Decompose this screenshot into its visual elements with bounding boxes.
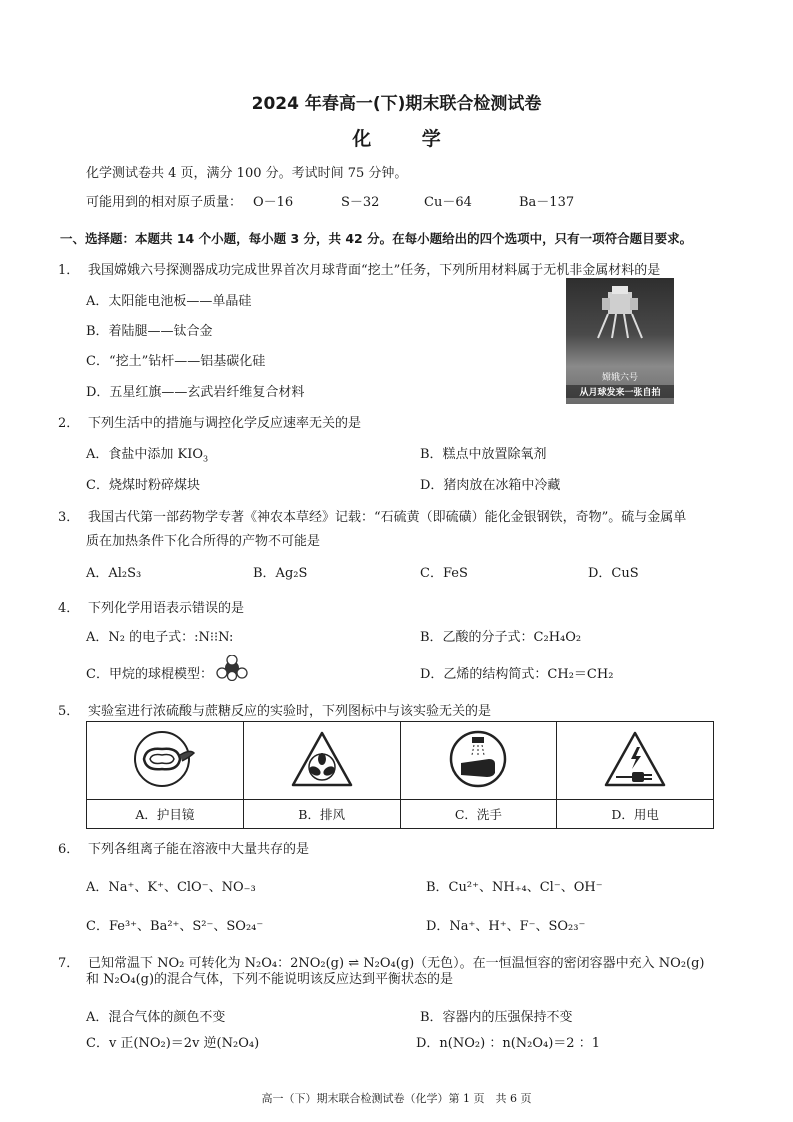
question-number: 4．: [58, 601, 80, 616]
safety-icons-table: [86, 721, 714, 829]
option-a: A．太阳能电池板——单晶硅: [86, 294, 252, 309]
option-c: C．Fe³⁺、Ba²⁺、S²⁻、SO₂₄⁻: [86, 919, 264, 934]
question-number: 5．: [58, 704, 80, 719]
option-a: A．Na⁺、K⁺、ClO⁻、NO₋₃: [86, 880, 256, 895]
methane-ball-stick-model-icon: [216, 655, 248, 681]
icon-cell-handwash: [400, 722, 557, 800]
question-stem-line2: 和 N₂O₄(g)的混合气体，下列不能说明该反应达到平衡状态的是: [86, 972, 454, 987]
atomic-mass-label: 可能用到的相对原子质量：: [86, 195, 243, 210]
subject-title: 化 学: [352, 128, 463, 150]
option-a: A．N₂ 的电子式：:N⁝⁝N:: [86, 630, 234, 645]
question-stem: 下列生活中的措施与调控化学反应速率无关的是: [88, 416, 362, 431]
fan-ventilation-icon: [289, 729, 355, 789]
icon-cell-ventilation: [243, 722, 400, 800]
atomic-mass-cu: Cu－64: [424, 195, 472, 210]
question-number: 7．: [58, 956, 80, 971]
option-a: A．Al₂S₃: [86, 566, 142, 581]
icon-cell-electricity: [557, 722, 714, 800]
question-stem-line2: 质在加热条件下化合所得的产物不可能是: [86, 534, 321, 549]
option-d: D．CuS: [588, 566, 639, 581]
option-d: D．n(NO₂) ：n(N₂O₄)＝2 ：1: [416, 1036, 600, 1051]
option-d: D．乙烯的结构简式：CH₂＝CH₂: [420, 667, 614, 682]
label-ventilation: B．排风: [243, 800, 400, 829]
option-a: A．食盐中添加 $KIO_3$: [86, 447, 209, 464]
option-c: C．烧煤时粉碎煤块: [86, 478, 200, 493]
question-number: 6．: [58, 842, 80, 857]
option-b: B．乙酸的分子式：C₂H₄O₂: [420, 630, 582, 645]
label-handwash: C．洗手: [400, 800, 557, 829]
option-c: C．v 正(NO₂)＝2v 逆(N₂O₄): [86, 1036, 260, 1051]
atomic-mass-o: O－16: [253, 195, 294, 210]
option-d: D．五星红旗——玄武岩纤维复合材料: [86, 385, 305, 400]
atomic-mass-s: S－32: [341, 195, 380, 210]
exam-title: 2024 年春高一(下)期末联合检测试卷: [251, 94, 542, 114]
option-d: D．猪肉放在冰箱中冷藏: [420, 478, 561, 493]
change6-selfie-photo: [566, 278, 674, 404]
option-c: C．“挖土”钻杆——铝基碳化硅: [86, 354, 266, 369]
question-stem-line1: 已知常温下 NO₂ 可转化为 N₂O₄：2NO₂(g) ⇌ N₂O₄(g)（无色）。在一恒温恒容的密闭容器中充入 NO₂(g): [88, 956, 705, 971]
question-number: 1．: [58, 263, 80, 278]
option-d: D．Na⁺、H⁺、F⁻、SO₂₃⁻: [426, 919, 586, 934]
question-stem-line1: 我国古代第一部药物学专著《神农本草经》记载：“石硫黄（即硫磺）能化金银钢铁，奇物”。硫与金属单: [88, 510, 687, 525]
exam-intro: 化学测试卷共 4 页，满分 100 分。考试时间 75 分钟。: [86, 166, 408, 181]
option-b: B．糕点中放置除氧剂: [420, 447, 547, 462]
goggles-icon: [132, 729, 198, 789]
question-number: 2．: [58, 416, 80, 431]
question-stem: 实验室进行浓硫酸与蔗糖反应的实验时，下列图标中与该实验无关的是: [88, 704, 492, 719]
photo-subcaption: 从月球发来一张自拍: [566, 385, 674, 398]
atomic-mass-ba: Ba－137: [519, 195, 575, 210]
photo-caption: 嫦娥六号: [601, 373, 638, 383]
question-stem: 下列化学用语表示错误的是: [88, 601, 245, 616]
handwash-icon: [445, 729, 511, 789]
option-c: C．甲烷的球棍模型：: [86, 667, 213, 682]
lander-image: [594, 284, 646, 340]
option-b: B．Cu²⁺、NH₊₄、Cl⁻、OH⁻: [426, 880, 603, 895]
option-a: A．混合气体的颜色不变: [86, 1010, 226, 1025]
question-number: 3．: [58, 510, 80, 525]
section-heading: 一、选择题：本题共 14 个小题，每小题 3 分，共 42 分。在每小题给出的四个选项中，只有一项符合题目要求。: [60, 231, 693, 246]
question-stem: 我国嫦娥六号探测器成功完成世界首次月球背面“挖土”任务，下列所用材料属于无机非金属材料的是: [88, 263, 661, 278]
electricity-icon: [602, 729, 668, 789]
icon-cell-goggles: [87, 722, 244, 800]
option-b: B．容器内的压强保持不变: [420, 1010, 573, 1025]
label-electricity: D．用电: [557, 800, 714, 829]
label-goggles: A．护目镜: [87, 800, 244, 829]
page-footer: 高一（下）期末联合检测试卷（化学）第 1 页 共 6 页: [261, 1092, 532, 1105]
option-b: B．Ag₂S: [253, 566, 308, 581]
option-b: B．着陆腿——钛合金: [86, 324, 213, 339]
question-stem: 下列各组离子能在溶液中大量共存的是: [88, 842, 310, 857]
option-c: C．FeS: [420, 566, 468, 581]
